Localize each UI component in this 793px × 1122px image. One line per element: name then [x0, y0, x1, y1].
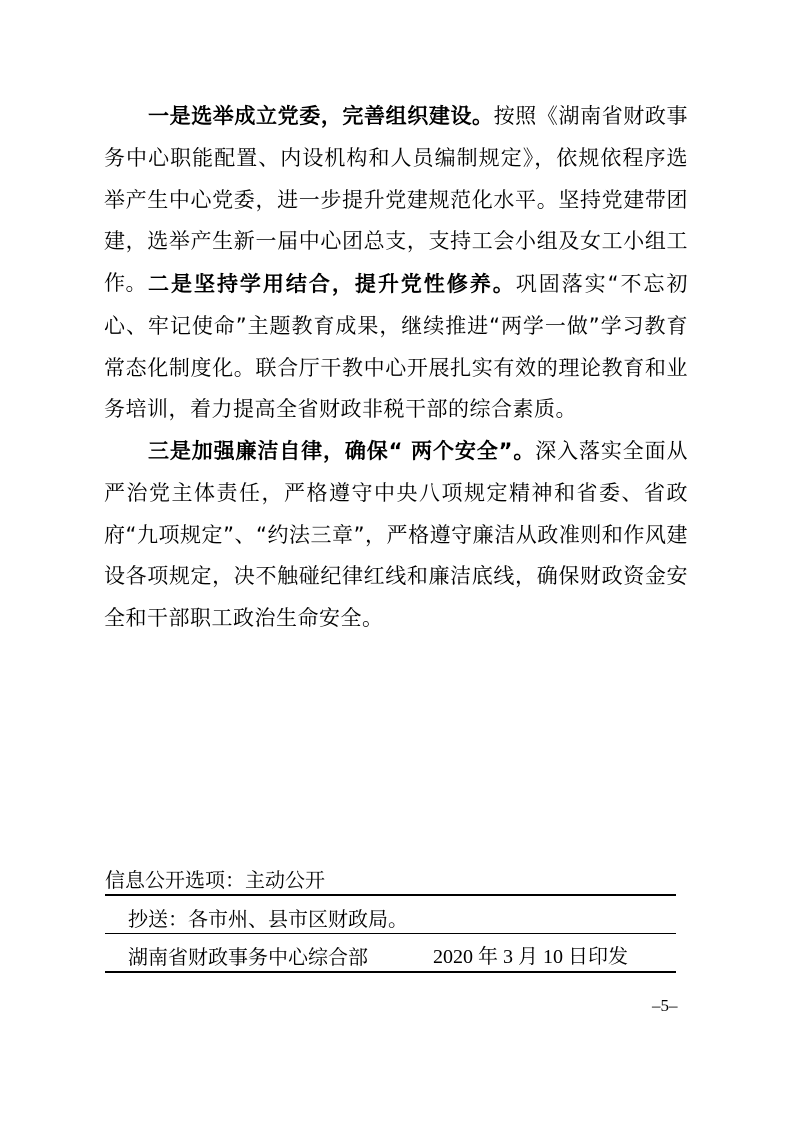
paragraph-3	[104, 431, 688, 640]
cc-list: 抄送：各市州、县市区财政局。	[128, 907, 408, 931]
footer-rule-bottom	[105, 971, 676, 973]
paragraph-3-body: 深入落实全面从严治党主体责任，严格遵守中央八项规定精神和省委、省政府“九项规定”、“约法三章”，严格遵守廉洁从政准则和作风建设各项规定，决不触碰纪律红线和廉洁底线，确保财政资金安全和干部职工政治生命安全。	[104, 439, 689, 631]
issuer: 湖南省财政事务中心综合部	[128, 945, 368, 969]
issue-date: 2020 年 3 月 10 日印发	[433, 946, 628, 968]
paragraph-1-body: 按照《湖南省财政事务中心职能配置、内设机构和人员编制规定》，依规依程序选举产生中心党委，进一步提升党建规范化水平。坚持党建带团建，选举产生新一届中心团总支，支持工会小组及女工小组工作。	[104, 104, 689, 296]
page-number: –5–	[652, 996, 678, 1015]
footer-rule-middle	[105, 933, 676, 934]
paragraph-1-lead: 一是选举成立党委，完善组织建设。	[148, 104, 494, 128]
disclosure-option: 信息公开选项：主动公开	[105, 868, 325, 892]
footer-rule-top	[105, 894, 676, 896]
paragraph-2	[104, 264, 688, 431]
paragraph-2-lead: 二是坚持学用结合，提升党性修养。	[148, 272, 516, 296]
paragraph-2-body: 巩固落实“不忘初心、牢记使命”主题教育成果，继续推进“两学一做”学习教育常态化制度化。联合厅干教中心开展扎实有效的理论教育和业务培训，着力提高全省财政非税干部的综合素质。	[104, 272, 688, 422]
paragraph-3-lead: 三是加强廉洁自律，确保“ 两个安全”。	[148, 439, 536, 463]
